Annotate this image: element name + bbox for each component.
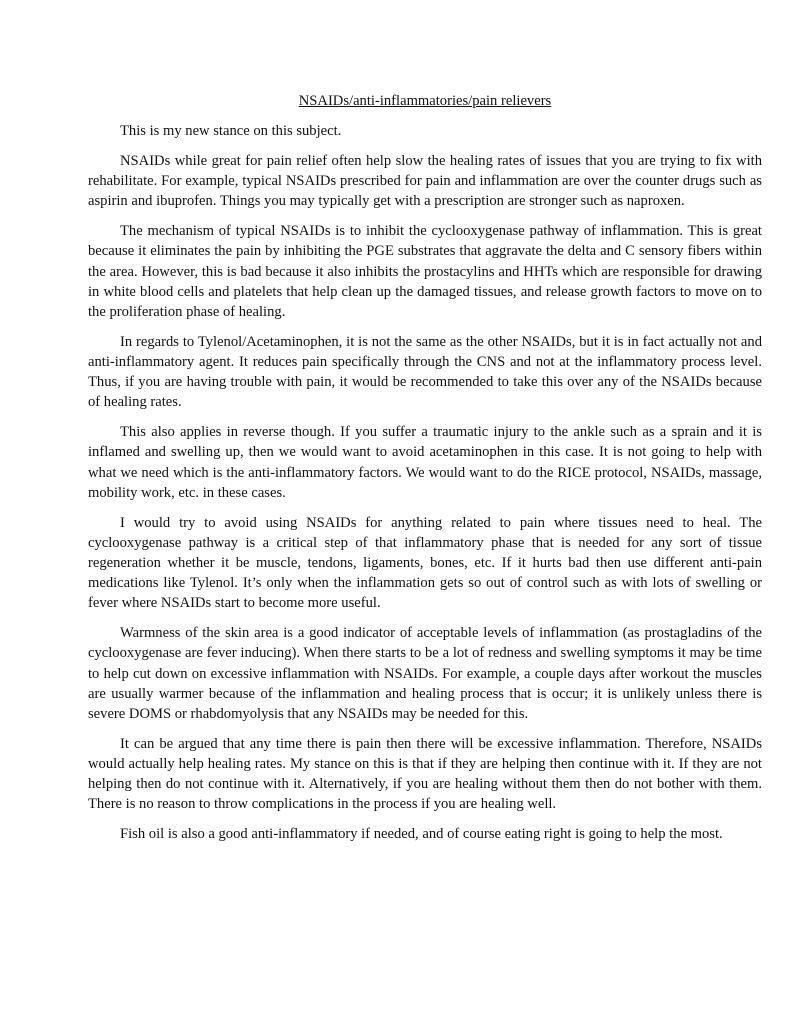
paragraph-nsaids-overview: NSAIDs while great for pain relief often help slow the healing rates of issues that you are trying to fix with rehabilitate. For example, typical NSAIDs prescribed for pain and inflammation are over the counter drugs such as aspirin and ibuprofen. Things you may typically get with a prescription are stronger such as naproxen. [88, 153, 762, 210]
document-title: NSAIDs/anti-inflammatories/pain relievers [298, 93, 552, 109]
paragraph-reverse: This also applies in reverse though. If you suffer a traumatic injury to the ankle such as a sprain and it is inflamed and swelling up, then we would want to avoid acetaminophen in this case. It is not going to help with what we need which is the anti-inflammatory factors. We would want to do the RICE protocol, NSAIDs, massage, mobility work, etc. in these cases. [88, 424, 762, 501]
paragraph-mechanism: The mechanism of typical NSAIDs is to inhibit the cyclooxygenase pathway of inflammation. This is great because it eliminates the pain by inhibiting the PGE substrates that aggravate the delta and C sensory fibers within the area. However, this is bad because it also inhibits the prostacylins and HHTs which are responsible for drawing in white blood cells and platelets that help clean up the damaged tissues, and release growth factors to move on to the proliferation phase of healing. [88, 223, 762, 321]
paragraph-avoid-nsaids: I would try to avoid using NSAIDs for anything related to pain where tissues need to heal. The cyclooxygenase pathway is a critical step of that inflammatory phase that is needed for any sort of tissue regeneration whether it be muscle, tendons, ligaments, bones, etc. If it hurts bad then use different anti-pain medications like Tylenol. It’s only when the inflammation gets so out of control such as with lots of swelling or fever where NSAIDs start to become more useful. [88, 514, 762, 612]
paragraph-intro: This is my new stance on this subject. [120, 123, 342, 140]
paragraph-tylenol: In regards to Tylenol/Acetaminophen, it is not the same as the other NSAIDs, but it is in fact actually not and anti-inflammatory agent. It reduces pain specifically through the CNS and not at the inflammatory process level. Thus, if you are having trouble with pain, it would be recommended to take this over any of the NSAIDs because of healing rates. [88, 333, 762, 411]
paragraph-fish-oil: Fish oil is also a good anti-inflammatory if needed, and of course eating right is going to help the most. [120, 826, 723, 843]
paragraph-warmness: Warmness of the skin area is a good indicator of acceptable levels of inflammation (as prostagladins of the cyclooxygenase are fever inducing). When there starts to be a lot of redness and swelling symptoms it may be time to help cut down on excessive inflammation with NSAIDs. For example, a couple days after workout the muscles are usually warmer because of the inflammation and healing process that is occur; it is unlikely unless there is severe DOMS or rhabdomyolysis that any NSAIDs may be needed for this. [88, 625, 762, 723]
paragraph-argument: It can be argued that any time there is pain then there will be excessive inflammation. Therefore, NSAIDs would actually help healing rates. My stance on this is that if they are helping then continue with it. If they are not helping then do not continue with it. Alternatively, if you are healing without them then do not bother with them. There is no reason to throw complications in the process if you are healing well. [88, 735, 762, 813]
